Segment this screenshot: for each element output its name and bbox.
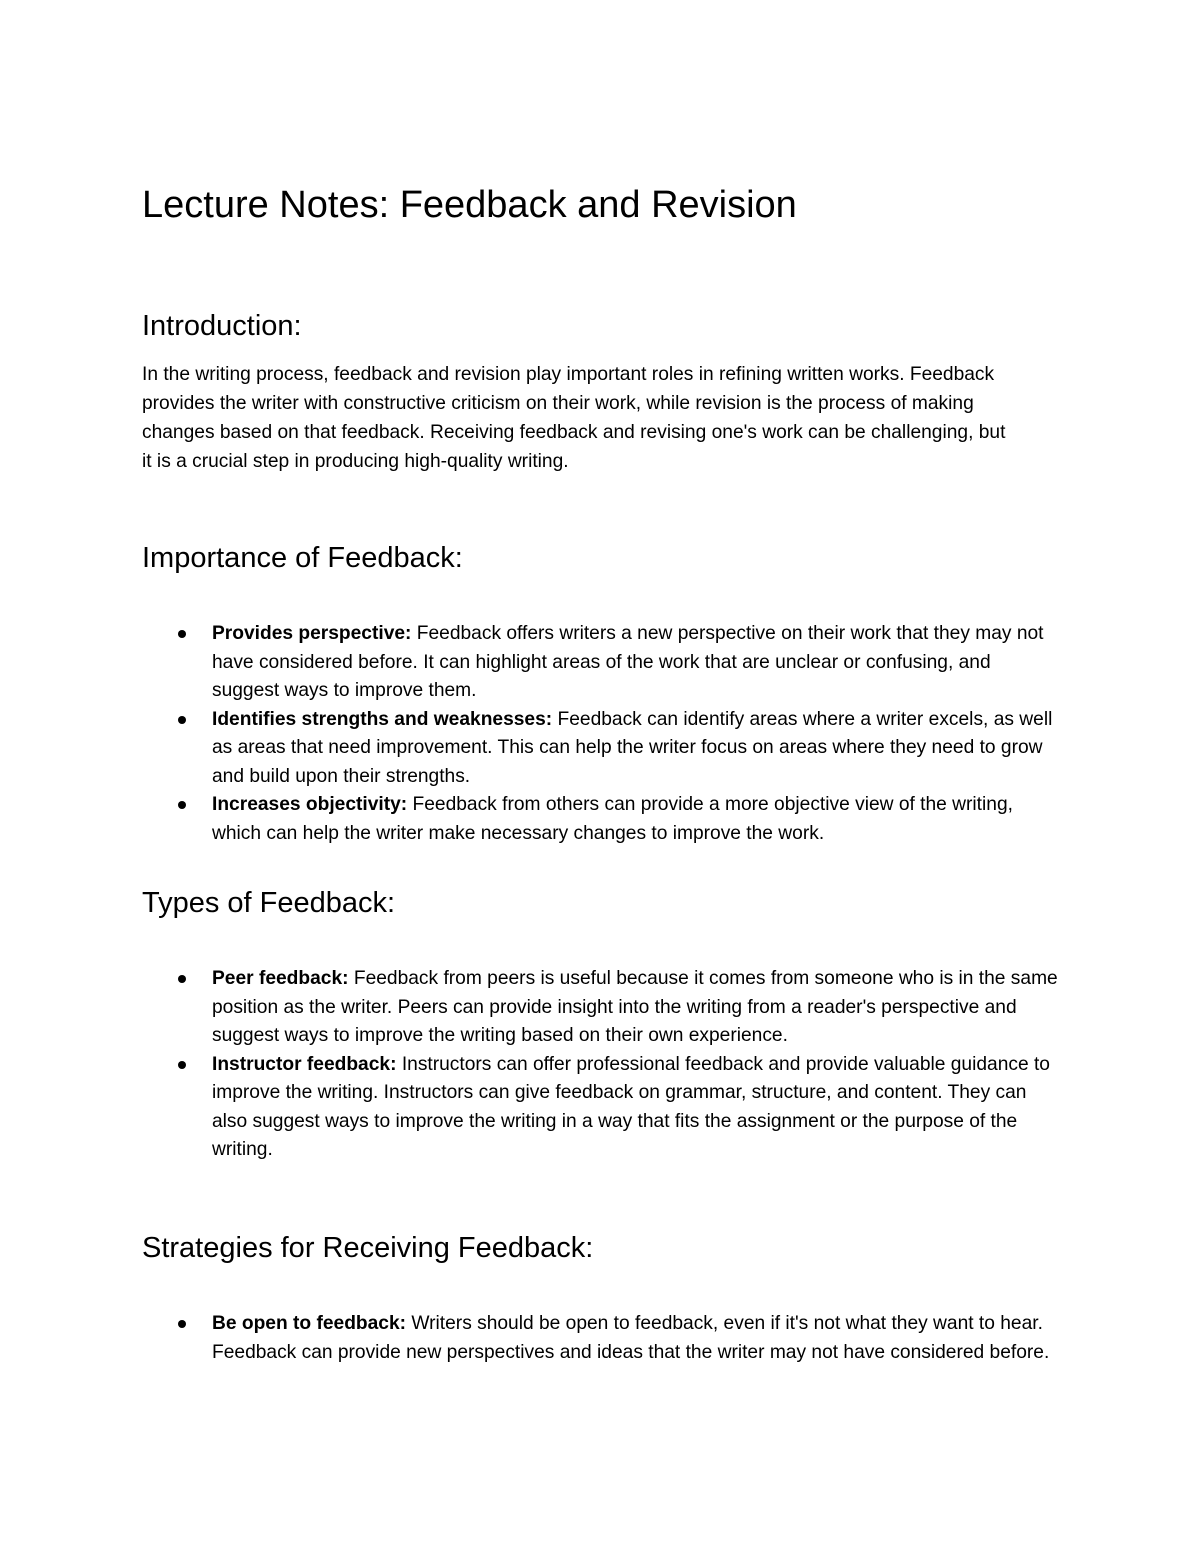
bullet-text: Feedback from peers is useful because it comes from someone who is in the same position as the writer. Peers can provide insight into the writing from a reader's perspective and suggest ways to improve the writing based on their own experience. xyxy=(212,968,1058,1046)
strategies-heading: Strategies for Receiving Feedback: xyxy=(142,1232,594,1264)
bullet-term: Be open to feedback: xyxy=(212,1313,407,1334)
types-heading: Types of Feedback: xyxy=(142,887,396,919)
bullet-icon xyxy=(178,630,186,638)
bullet-icon xyxy=(178,716,186,724)
document-title: Lecture Notes: Feedback and Revision xyxy=(142,184,797,226)
introduction-paragraph: In the writing process, feedback and revision play important roles in refining written works. Feedback provides the writer with constructive criticism on their work, while revision is the process of making changes based on that feedback. Receiving feedback and revising one's work can be challenging, but it is a crucial step in producing high-quality writing. xyxy=(142,364,1006,472)
bullet-icon xyxy=(178,975,186,983)
bullet-term: Provides perspective: xyxy=(212,623,412,644)
bullet-icon xyxy=(178,1061,186,1069)
types-list xyxy=(142,965,1062,1165)
bullet-term: Peer feedback: xyxy=(212,968,349,989)
list-item xyxy=(142,1310,1062,1367)
importance-heading: Importance of Feedback: xyxy=(142,542,463,574)
bullet-term: Increases objectivity: xyxy=(212,794,408,815)
strategies-list xyxy=(142,1310,1062,1367)
list-item xyxy=(142,791,1062,848)
bullet-text: Writers should be open to feedback, even if it's not what they want to hear. Feedback can provide new perspectives and ideas that the writer may not have considered before. xyxy=(212,1313,1050,1363)
bullet-term: Instructor feedback: xyxy=(212,1053,397,1075)
list-item xyxy=(142,706,1062,792)
introduction-heading: Introduction: xyxy=(142,310,302,342)
bullet-icon xyxy=(178,1320,186,1328)
list-item xyxy=(142,620,1062,706)
list-item xyxy=(142,965,1062,1051)
bullet-text: Feedback can identify areas where a writer excels, as well as areas that need improvement. This can help the writer focus on areas where they need to grow and build upon their strengths. xyxy=(212,708,1053,787)
bullet-text: Instructors can offer professional feedback and provide valuable guidance to improve the writing. Instructors can give feedback on grammar, structure, and content. They can also suggest ways to improve the writing in a way that fits the assignment or the purpose of the writing. xyxy=(212,1053,1050,1160)
bullet-icon xyxy=(178,801,186,809)
importance-list xyxy=(142,620,1062,848)
list-item xyxy=(142,1051,1062,1165)
bullet-text: Feedback offers writers a new perspective on their work that they may not have considered before. It can highlight areas of the work that are unclear or confusing, and suggest ways to improve them. xyxy=(212,623,1044,701)
bullet-text: Feedback from others can provide a more objective view of the writing, which can help the writer make necessary changes to improve the work. xyxy=(212,794,1013,844)
bullet-term: Identifies strengths and weaknesses: xyxy=(212,708,553,730)
